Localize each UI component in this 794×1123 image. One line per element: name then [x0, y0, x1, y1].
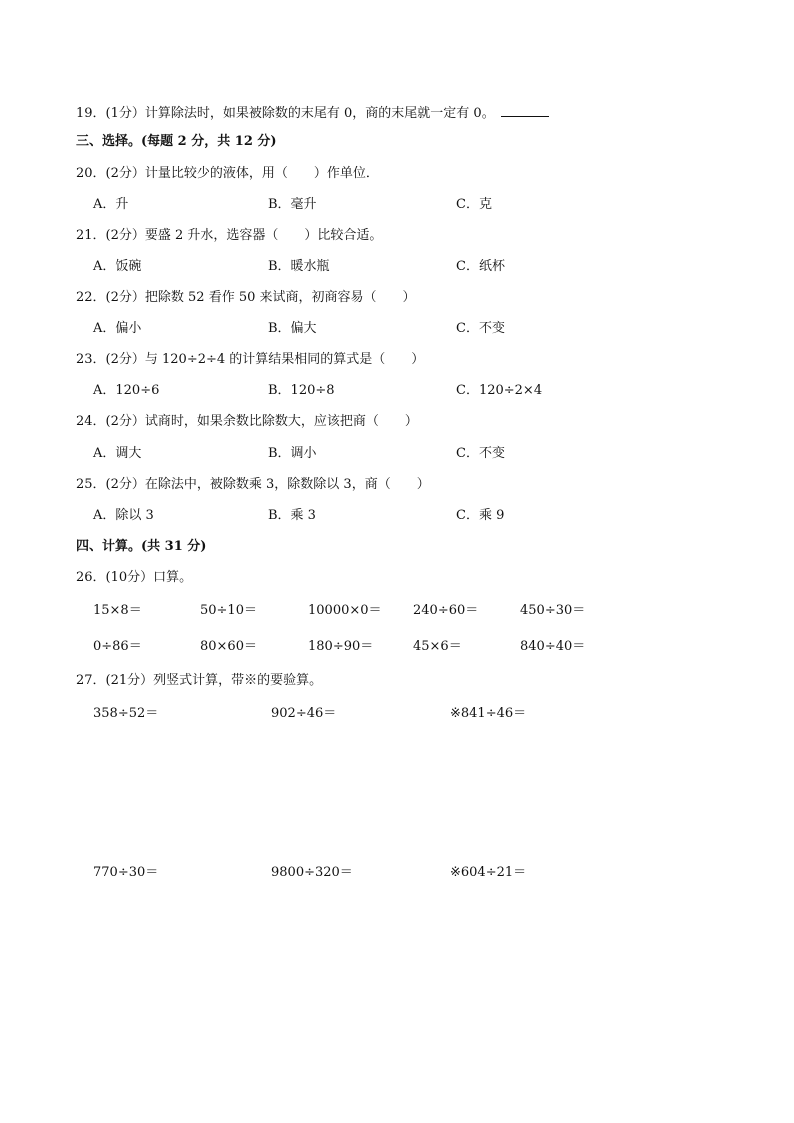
- q23-option-a[interactable]: A．120÷6: [93, 383, 160, 398]
- q25-option-a[interactable]: A．除以 3: [93, 508, 154, 523]
- question-24-text: 24．(2分）试商时，如果余数比除数大，应该把商（ ）: [76, 414, 418, 429]
- question-27-text: 27．(21分）列竖式计算，带※的要验算。: [76, 673, 323, 688]
- section-4-title: 四、计算。(共 31 分): [76, 539, 207, 554]
- vertical-calc-item: ※604÷21＝: [450, 865, 527, 880]
- vertical-calc-item: 358÷52＝: [93, 706, 159, 721]
- q21-option-a[interactable]: A．饭碗: [93, 259, 142, 274]
- oral-calc-item: 80×60＝: [200, 639, 257, 654]
- q20-option-b[interactable]: B．毫升: [268, 197, 317, 212]
- oral-calc-item: 10000×0＝: [308, 603, 382, 618]
- q20-option-a[interactable]: A．升: [93, 197, 129, 212]
- oral-calc-item: 45×6＝: [413, 639, 462, 654]
- q20-option-c[interactable]: C．克: [456, 197, 492, 212]
- vertical-calc-item: 9800÷320＝: [271, 865, 353, 880]
- oral-calc-item: 840÷40＝: [520, 639, 586, 654]
- oral-calc-item: 240÷60＝: [413, 603, 479, 618]
- q24-option-b[interactable]: B．调小: [268, 446, 317, 461]
- oral-calc-item: 50÷10＝: [200, 603, 257, 618]
- oral-calc-item: 15×8＝: [93, 603, 142, 618]
- oral-calc-item: 0÷86＝: [93, 639, 142, 654]
- q25-option-c[interactable]: C．乘 9: [456, 508, 505, 523]
- q21-option-c[interactable]: C．纸杯: [456, 259, 505, 274]
- question-25-text: 25．(2分）在除法中，被除数乘 3，除数除以 3，商（ ）: [76, 477, 430, 492]
- question-26-text: 26．(10分）口算。: [76, 570, 193, 585]
- q25-option-b[interactable]: B．乘 3: [268, 508, 316, 523]
- answer-blank[interactable]: [501, 104, 549, 117]
- question-22-text: 22．(2分）把除数 52 看作 50 来试商，初商容易（ ）: [76, 290, 416, 305]
- q22-option-a[interactable]: A．偏小: [93, 321, 142, 336]
- oral-calc-item: 180÷90＝: [308, 639, 374, 654]
- section-3-title: 三、选择。(每题 2 分，共 12 分): [76, 134, 277, 149]
- question-19-text: 19．(1分）计算除法时，如果被除数的末尾有 0，商的末尾就一定有 0。: [76, 106, 495, 121]
- q22-option-c[interactable]: C．不变: [456, 321, 505, 336]
- q23-option-c[interactable]: C．120÷2×4: [456, 383, 543, 398]
- vertical-calc-item: 902÷46＝: [271, 706, 337, 721]
- question-23-text: 23．(2分）与 120÷2÷4 的计算结果相同的算式是（ ）: [76, 352, 425, 367]
- question-20-text: 20．(2分）计量比较少的液体，用（ ）作单位．: [76, 166, 379, 181]
- q21-option-b[interactable]: B．暖水瓶: [268, 259, 330, 274]
- q22-option-b[interactable]: B．偏大: [268, 321, 317, 336]
- question-19: [76, 104, 549, 122]
- oral-calc-item: 450÷30＝: [520, 603, 586, 618]
- vertical-calc-item: 770÷30＝: [93, 865, 159, 880]
- q24-option-c[interactable]: C．不变: [456, 446, 505, 461]
- q24-option-a[interactable]: A．调大: [93, 446, 142, 461]
- question-21-text: 21．(2分）要盛 2 升水，选容器（ ）比较合适。: [76, 228, 383, 243]
- q23-option-b[interactable]: B．120÷8: [268, 383, 335, 398]
- vertical-calc-item: ※841÷46＝: [450, 706, 527, 721]
